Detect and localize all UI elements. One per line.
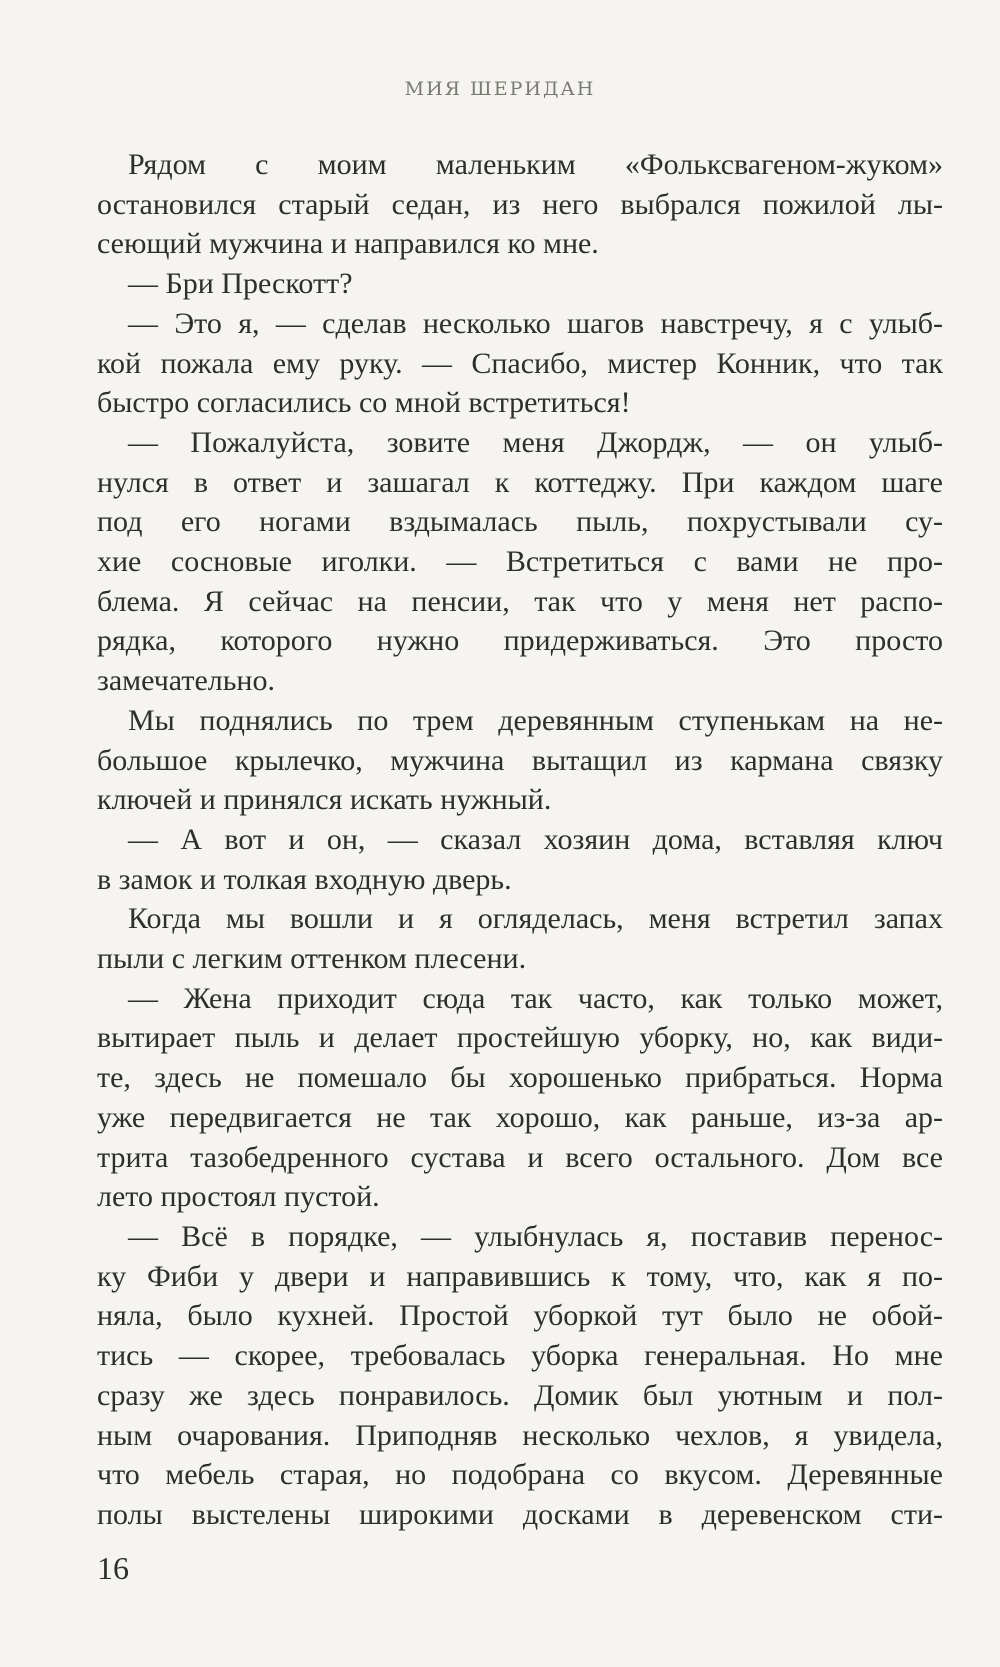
text-line: нулся в ответ и зашагал к коттеджу. При каждом шаге [97, 465, 943, 499]
text-line: блема. Я сейчас на пенсии, так что у меня нет распо- [97, 584, 943, 618]
text-line: ключей и принялся искать нужный. [97, 783, 552, 817]
text-line: кой пожала ему руку. — Спасибо, мистер Конник, что так [97, 346, 943, 380]
text-line: — А вот и он, — сказал хозяин дома, вставляя ключ [128, 822, 943, 856]
text-line: ным очарования. Приподняв несколько чехлов, я увидела, [97, 1418, 943, 1452]
text-line: остановился старый седан, из него выбрался пожилой лы- [97, 187, 943, 221]
text-line: что мебель старая, но подобрана со вкусом. Деревянные [97, 1458, 943, 1492]
text-line: замечательно. [97, 664, 275, 698]
text-line: — Бри Прескотт? [128, 267, 353, 301]
text-line: пыли с легким оттенком плесени. [97, 942, 527, 976]
text-line: под его ногами вздымалась пыль, похрустывали су- [97, 505, 943, 539]
text-line: Когда мы вошли и я огляделась, меня встретил запах [128, 902, 943, 936]
running-header: МИЯ ШЕРИДАН [404, 78, 596, 100]
text-line: сразу же здесь понравилось. Домик был уютным и пол- [97, 1378, 943, 1412]
text-line: сеющий мужчина и направился ко мне. [97, 227, 599, 261]
body-text [97, 145, 943, 1535]
text-line: Рядом с моим маленьким «Фольксвагеном-жуком» [128, 148, 943, 181]
text-line: Мы поднялись по трем деревянным ступенькам на не- [128, 703, 943, 737]
text-line: уже передвигается не так хорошо, как раньше, из-за ар- [97, 1100, 943, 1134]
text-line: няла, было кухней. Простой уборкой тут было не обой- [97, 1299, 943, 1333]
text-line: большое крылечко, мужчина вытащил из кармана связку [97, 743, 943, 777]
text-line: те, здесь не помешало бы хорошенько прибраться. Норма [97, 1061, 943, 1095]
text-line: в замок и толкая входную дверь. [97, 862, 512, 896]
text-line: лето простоял пустой. [97, 1180, 380, 1214]
text-line: хие сосновые иголки. — Встретиться с вами не про- [97, 545, 943, 579]
text-line: полы выстелены широкими досками в деревенском сти- [97, 1497, 943, 1531]
text-line: — Это я, — сделав несколько шагов навстречу, я с улыб- [128, 306, 943, 340]
page-number: 16 [97, 1550, 129, 1586]
text-line: — Жена приходит сюда так часто, как только может, [128, 981, 943, 1015]
text-line: — Пожалуйста, зовите меня Джордж, — он улыб- [128, 425, 943, 459]
text-line: ку Фиби у двери и направившись к тому, что, как я по- [97, 1259, 943, 1293]
text-line: вытирает пыль и делает простейшую уборку, но, как види- [97, 1021, 943, 1055]
text-line: тись — скорее, требовалась уборка генеральная. Но мне [97, 1339, 943, 1373]
text-line: — Всё в порядке, — улыбнулась я, поставив перенос- [128, 1219, 943, 1253]
text-line: трита тазобедренного сустава и всего остального. Дом все [97, 1140, 943, 1174]
text-line: быстро согласились со мной встретиться! [97, 386, 631, 420]
text-line: рядка, которого нужно придерживаться. Это просто [97, 624, 943, 658]
